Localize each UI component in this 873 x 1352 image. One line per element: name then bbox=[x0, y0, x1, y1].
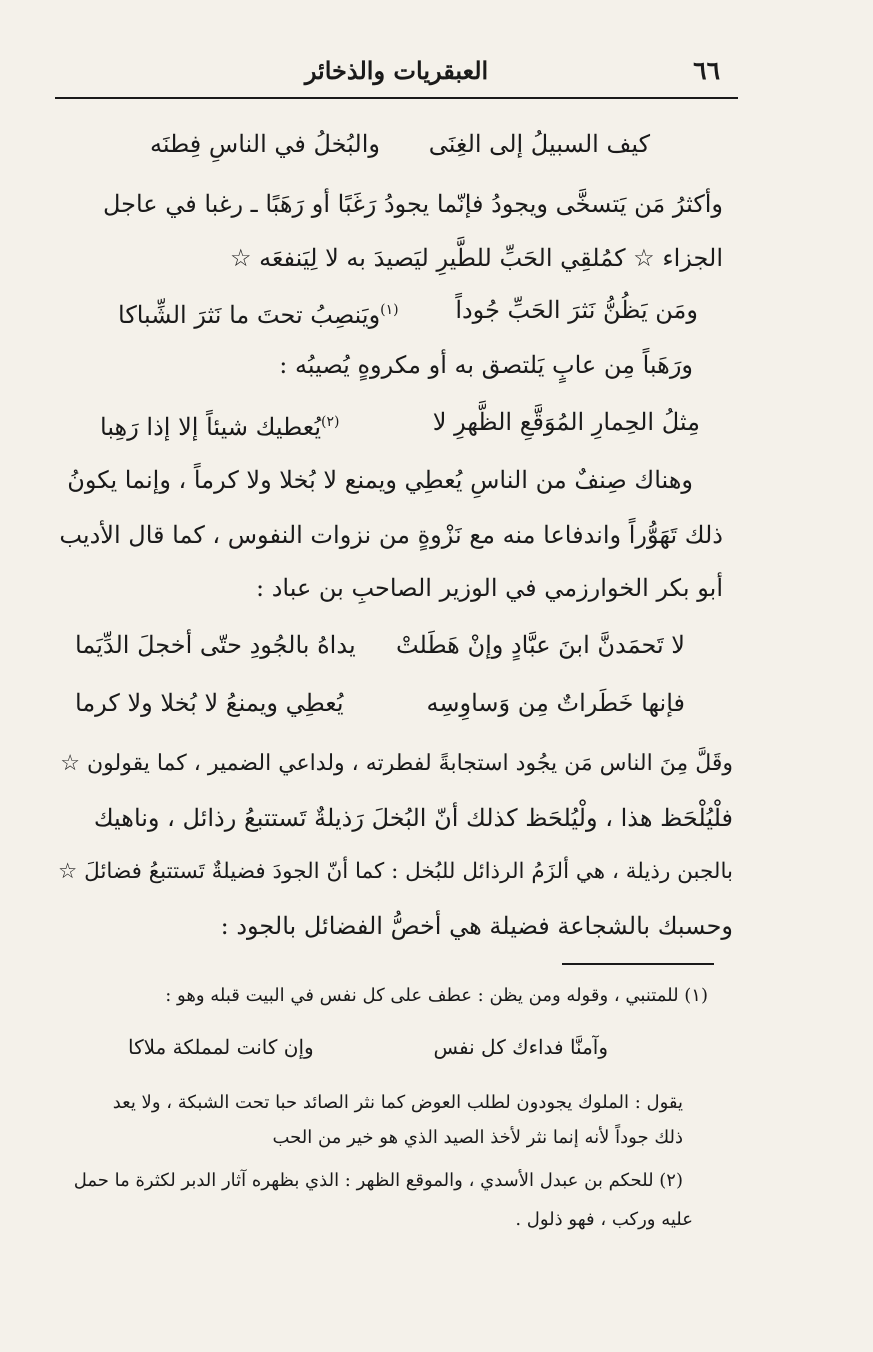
paragraph-4-line-3: بالجبن رذيلة ، هي ألزَمُ الرذائل للبُخل : كما أنّ الجودَ فضيلةٌ تَستتبعُ فضائلَ ☆ bbox=[58, 859, 733, 884]
running-title: العبقريات والذخائر bbox=[304, 56, 489, 85]
verse-3-first-hemistich: مِثلُ الحِمارِ المُوَقَّعِ الظَّهرِ لا bbox=[432, 408, 700, 436]
paragraph-4-line-2: فلْيُلْحَظ هذا ، ولْيُلحَظ كذلك أنّ البُخلَ رَذيلةٌ تَستتبعُ رذائل ، وناهيك bbox=[93, 804, 733, 832]
footnote-ref-1: (١) bbox=[380, 302, 399, 318]
verse-5-first-hemistich: فإنها خَطَراتٌ مِن وَساوِسِه bbox=[426, 689, 685, 717]
verse-1-first-hemistich: كيف السبيلُ إلى الغِنَى bbox=[428, 130, 650, 158]
verse-4 bbox=[75, 625, 685, 669]
footnote-1-verse-second-hemistich: وإن كانت لمملكة ملاكا bbox=[128, 1035, 314, 1059]
verse-5 bbox=[75, 683, 685, 727]
footnote-1-line-1: (١) للمتنبي ، وقوله ومن يظن : عطف على كل نفس في البيت قبله وهو : bbox=[165, 985, 708, 1006]
paragraph-3-line-3: أبو بكر الخوارزمي في الوزير الصاحبِ بن عباد : bbox=[255, 574, 723, 602]
verse-4-second-hemistich: يداهُ بالجُودِ حتّى أخجلَ الدِّيَما bbox=[75, 631, 356, 659]
footnote-1-line-2: يقول : الملوك يجودون لطلب العوض كما نثر الصائد حبا تحت الشبكة ، ولا يعد bbox=[112, 1092, 683, 1113]
verse-3 bbox=[100, 402, 700, 446]
footnote-1-verse bbox=[128, 1030, 608, 1066]
paragraph-1-line-1: وأكثرُ مَن يَتسخَّى ويجودُ فإنّما يجودُ رَغَبًا أو رَهَبًا ـ رغبا في عاجل bbox=[102, 190, 723, 218]
paragraph-1-line-2: الجزاء ☆ كمُلقِي الحَبِّ للطَّيرِ ليَصيدَ به لا لِيَنفعَه ☆ bbox=[229, 244, 723, 272]
header-rule bbox=[55, 97, 738, 99]
footnote-separator bbox=[562, 963, 714, 965]
verse-3-second-hemistich: $^{(٢)}$يُعطيك شيئاً إلا إذا رَهِبا bbox=[100, 413, 340, 441]
verse-2-second-hemistich: $^{(١)}$ويَنصِبُ تحتَ ما نَثرَ الشِّباكا bbox=[118, 301, 399, 329]
paragraph-3-line-1: وهناك صِنفٌ من الناسِ يُعطِي ويمنع لا بُخلا ولا كرماً ، وإنما يكونُ bbox=[67, 466, 693, 494]
page-number: ٦٦ bbox=[693, 56, 720, 85]
footnote-2-line-1: (٢) للحكم بن عبدل الأسدي ، والموقع الظهر : الذي بظهره آثار الدبر لكثرة ما حمل bbox=[73, 1170, 683, 1191]
page-header bbox=[55, 48, 738, 98]
verse-2 bbox=[118, 290, 698, 334]
paragraph-4-line-4: وحسبك بالشجاعة فضيلة هي أخصُّ الفضائل بالجود : bbox=[220, 912, 733, 940]
verse-1 bbox=[150, 124, 650, 168]
verse-2-first-hemistich: ومَن يَظُنُّ نَثرَ الحَبِّ جُوداً bbox=[455, 296, 698, 324]
verse-5-second-hemistich: يُعطِي ويمنعُ لا بُخلا ولا كرما bbox=[75, 689, 344, 717]
footnote-1-line-3: ذلك جوداً لأنه إنما نثر لأخذ الصيد الذي هو خير من الحب bbox=[272, 1127, 683, 1148]
paragraph-3-line-2: ذلك تَهَوُّراً واندفاعا منه مع نَزْوةٍ من نزوات النفوس ، كما قال الأديب bbox=[59, 521, 723, 549]
footnote-ref-2: (٢) bbox=[321, 414, 340, 430]
footnote-1-verse-first-hemistich: وآمنَّا فداءك كل نفس bbox=[433, 1035, 608, 1059]
footnote-2-line-2: عليه وركب ، فهو ذلول . bbox=[515, 1209, 693, 1230]
paragraph-2-line-1: ورَهَباً مِن عابٍ يَلتصق به أو مكروهٍ يُصيبُه : bbox=[279, 351, 693, 379]
paragraph-4-line-1: وقَلَّ مِنَ الناس مَن يجُود استجابةً لفطرته ، ولداعي الضمير ، كما يقولون ☆ bbox=[60, 751, 733, 776]
verse-1-second-hemistich: والبُخلُ في الناسِ فِطنَه bbox=[150, 130, 380, 158]
verse-4-first-hemistich: لا تَحمَدنَّ ابنَ عبَّادٍ وإنْ هَطَلتْ bbox=[395, 631, 685, 659]
